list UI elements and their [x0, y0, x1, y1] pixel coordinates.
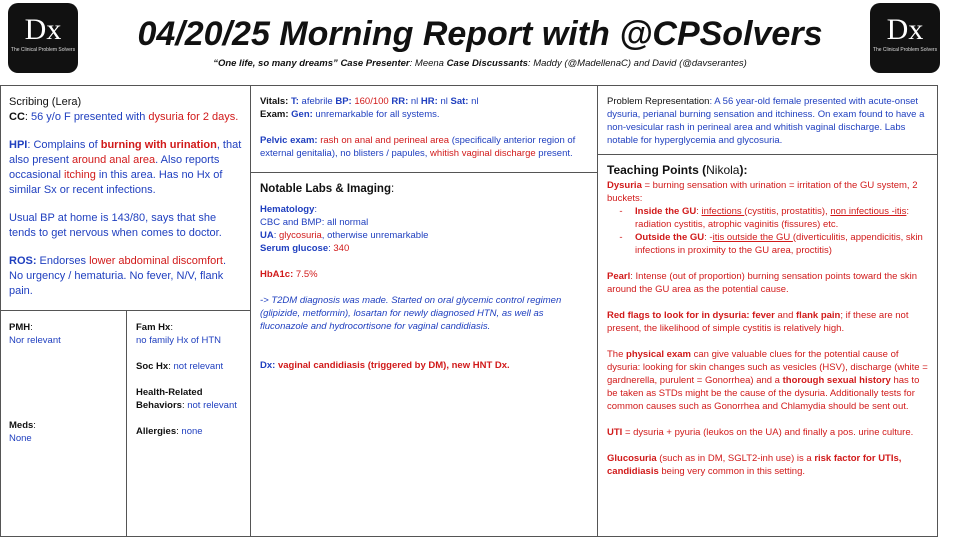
glucosuria-text-2: being very common in this setting. — [658, 466, 806, 477]
rr-label: RR: — [391, 96, 409, 107]
sat-label: Sat: — [450, 96, 469, 107]
red-flags-and: and — [774, 310, 797, 321]
hpi — [9, 138, 242, 198]
labs-heading-text: Notable Labs & Imaging — [260, 183, 391, 195]
pelvic-highlight-2: whitish vaginal discharge — [430, 148, 536, 159]
glucose-result — [260, 242, 588, 255]
glucosuria-text-1: (such as in DM, SGLT2-inh use) is a — [656, 453, 815, 464]
uti-definition — [607, 426, 928, 439]
cbc-result: CBC and BMP: all normal — [260, 217, 369, 228]
bullet-dash: - — [619, 206, 623, 217]
rr-value: nl — [408, 96, 421, 107]
meds-colon: : — [33, 420, 36, 431]
health-behaviors-value: not relevant — [187, 400, 237, 411]
vitals-line — [260, 95, 588, 108]
logo-dx-text: Dx — [886, 13, 924, 46]
pe-bold-2: thorough sexual history — [782, 375, 891, 386]
logo-subtext: The Clinical Problem Solvers — [872, 47, 938, 53]
glucose-colon: : — [328, 243, 334, 254]
scribing-heading: Scribing (Lera) — [9, 96, 82, 108]
allergies-value: none — [181, 426, 203, 437]
red-flags-label: Red flags to look for in dysuria: fever — [607, 310, 775, 321]
hpi-label: HPI — [9, 139, 28, 151]
pe-bold-1: physical exam — [626, 349, 691, 360]
bp-label: BP: — [335, 96, 352, 107]
pmh-label: PMH — [9, 322, 31, 333]
vitals-panel — [250, 85, 598, 173]
teaching-heading-text: Teaching Points ( — [607, 163, 707, 177]
ros-highlight: lower abdominal discomfort — [89, 255, 223, 267]
chief-complaint — [9, 110, 242, 125]
pelvic-label: Pelvic exam: — [260, 135, 318, 146]
health-behaviors — [136, 386, 241, 412]
ua-text: , otherwise unremarkable — [321, 230, 429, 241]
dx-label: Dx: — [260, 360, 276, 371]
hpi-highlight-3: itching — [64, 169, 96, 181]
allergies-label: Allergies — [136, 426, 177, 437]
gen-value: unremarkable for all systems. — [312, 109, 440, 120]
discussants-label: Case Discussants — [446, 58, 528, 69]
presenter-value: : Meena — [409, 58, 447, 69]
outside-gu-underline: itis outside the GU — [712, 232, 793, 243]
logo-left — [8, 3, 78, 73]
hpi-text-4: in this area. Has no Hx of similar Sx or recent infections. — [9, 169, 223, 196]
list-item — [607, 205, 928, 231]
cc-colon: : — [24, 111, 32, 123]
problem-representation-panel — [597, 85, 938, 155]
hr-label: HR: — [420, 96, 438, 107]
physical-exam-point — [607, 348, 928, 413]
hematology-colon: : — [314, 204, 318, 215]
glucose-label: Serum glucose — [260, 243, 329, 254]
pmh-value: Nor relevant — [9, 335, 61, 346]
page-title: 04/20/25 Morning Report with @CPSolvers — [137, 15, 823, 53]
dysuria-definition — [607, 179, 928, 205]
inside-gu-underline-1: infections — [701, 206, 745, 217]
uti-label: UTI — [607, 427, 623, 438]
hematology-heading — [260, 203, 588, 216]
fam-hx-value: no family Hx of HTN — [136, 335, 221, 346]
pelvic-highlight-1: rash on anal and perineal area — [317, 135, 450, 146]
exam-line — [260, 108, 588, 121]
ros — [9, 254, 242, 299]
exam-label: Exam: — [260, 109, 292, 120]
health-behaviors-colon: : — [181, 400, 188, 411]
pmh-heading — [9, 321, 118, 334]
meds-label: Meds — [9, 420, 34, 431]
sat-value: nl — [468, 96, 479, 107]
outside-gu-text-2: (diverticulitis, appendicitis, skin infections in proximity to the GU area, proctitis) — [635, 232, 923, 256]
problem-representation-text: : A 56 year-old female presented with acute-onset dysuria, perianal burning sensation and itchiness. On exam found to have a non-vesicular rash in perineal area and whitish vaginal discharge. Labs notable for hyperglycemia and glycosuria. — [607, 96, 925, 146]
pelvic-text-2: present. — [535, 148, 573, 159]
home-bp-note: Usual BP at home is 143/80, says that she tends to get nervous when comes to doctor. — [9, 212, 222, 239]
teaching-points-panel — [597, 154, 938, 537]
bullet-dash: - — [619, 232, 623, 243]
hba1c-result — [260, 268, 588, 281]
pe-text-3: has to be taken as STDs might be the cause of the dysuria. Additionally tests for common causes such as Gonorrhea and Chlamydia should be sent out. — [607, 375, 920, 412]
ros-text-1: Endorses — [36, 255, 90, 267]
inside-gu-text-2: (cystitis, prostatitis), — [744, 206, 831, 217]
hba1c-value: 7.5% — [293, 269, 318, 280]
soc-hx-value: not relevant — [173, 361, 224, 372]
presenter-label: Case Presenter — [340, 58, 410, 69]
glucosuria-label: Glucosuria — [607, 453, 657, 464]
diagnosis — [260, 359, 588, 372]
red-flags-text: ; if these are not present, the likelihood of simple cystitis is relatively high. — [607, 310, 909, 334]
case-quote: “One life, so many dreams” — [213, 58, 338, 69]
fam-hx-colon: : — [170, 322, 173, 333]
page-subtitle — [90, 58, 870, 70]
inside-gu-point — [635, 205, 928, 231]
hematology-label: Hematology — [260, 204, 315, 215]
cc-value: 56 y/o F presented with — [31, 111, 149, 123]
hpi-highlight-1: burning with urination — [100, 139, 217, 151]
hr-value: nl — [437, 96, 451, 107]
hba1c-label: HbA1c: — [260, 269, 294, 280]
soc-hx-colon: : — [168, 361, 174, 372]
cc-label: CC — [9, 111, 25, 123]
labs-heading-colon: : — [391, 183, 395, 195]
plan-note: -> T2DM diagnosis was made. Started on oral glycemic control regimen (glipizide, metformin), losartan for newly diagnosed HTN, as well as fluconazole and hydrocortisone for vaginal candidiasis. — [260, 295, 562, 332]
family-social-panel — [126, 310, 251, 537]
pe-text-2: can give valuable clues for the potential cause of dysuria: looking for skin changes such as vesicles (HSV), discharge (white = gardnerella, purulent = Gonorrhea) and a — [607, 349, 928, 386]
inside-gu-text-1: : — [696, 206, 702, 217]
glucosuria-bold: risk factor for UTIs, candidiasis — [607, 453, 902, 477]
logo-right — [870, 3, 940, 73]
ua-label: UA — [260, 230, 274, 241]
logo-dx-text: Dx — [24, 13, 62, 46]
cc-highlight: dysuria for 2 days. — [148, 111, 239, 123]
outside-gu-point — [635, 231, 928, 257]
dysuria-text: = burning sensation with urination = irritation of the GU system, 2 buckets: — [607, 180, 918, 204]
teaching-heading — [607, 163, 928, 178]
ua-highlight: glycosuria — [279, 230, 322, 241]
pmh-colon: : — [30, 322, 33, 333]
red-flags — [607, 309, 928, 335]
outside-gu-text-1: : - — [704, 232, 713, 243]
hpi-text-3: . Also reports occasional — [9, 154, 220, 181]
discussants-value: : Maddy (@MadellenaC) and David (@davserantes) — [527, 58, 747, 69]
ros-label: ROS: — [9, 255, 37, 267]
soc-hx-label: Soc Hx — [136, 361, 169, 372]
problem-representation — [607, 95, 928, 147]
hpi-text-1: : Complains of — [27, 139, 101, 151]
list-item — [607, 231, 928, 257]
pearl — [607, 270, 928, 296]
labs-heading — [260, 182, 588, 197]
dx-value: vaginal candidiasis (triggered by DM), new HNT Dx. — [275, 360, 510, 371]
ua-result — [260, 229, 588, 242]
pelvic-exam — [260, 134, 588, 160]
hpi-highlight-2: around anal area — [71, 154, 156, 166]
temp-value: afebrile — [298, 96, 336, 107]
fam-hx-heading — [136, 321, 241, 334]
inside-gu-label: Inside the GU — [635, 206, 697, 217]
outside-gu-label: Outside the GU — [635, 232, 705, 243]
health-behaviors-label: Health-Related Behaviors — [136, 387, 203, 411]
pearl-label: Pearl — [607, 271, 631, 282]
bp-value: 160/100 — [351, 96, 392, 107]
teaching-heading-end: ): — [739, 163, 748, 177]
meds-value: None — [9, 433, 32, 444]
fam-hx-label: Fam Hx — [136, 322, 171, 333]
hpi-text-2: , that also present — [9, 139, 242, 166]
dysuria-label: Dysuria — [607, 180, 642, 191]
glucose-value: 340 — [333, 243, 350, 254]
red-flags-label-2: flank pain — [796, 310, 841, 321]
teaching-heading-name: Nikola — [706, 163, 740, 177]
ros-text-2: . No urgency / hematuria. No fever, N/V, flank pain. — [9, 255, 227, 297]
inside-gu-text-3: : radiation cystitis, atrophic vaginitis (fissures) etc. — [635, 206, 910, 230]
pearl-text: : Intense (out of proportion) burning sensation points toward the skin around the GU area as the potential cause. — [607, 271, 918, 295]
meds-heading — [9, 419, 118, 432]
temp-label: T: — [290, 96, 299, 107]
uti-text: = dysuria + pyuria (leukos on the UA) and finally a pos. urine culture. — [622, 427, 914, 438]
pmh-panel — [0, 310, 127, 537]
logo-subtext: The Clinical Problem Solvers — [10, 47, 76, 53]
labs-panel — [250, 172, 598, 537]
vitals-label: Vitals: — [260, 96, 291, 107]
scribing-panel — [0, 85, 251, 311]
inside-gu-underline-2: non infectious -itis — [830, 206, 907, 217]
soc-hx — [136, 360, 241, 373]
pelvic-text-1: (specifically anterior region of external genitalia), no blisters / papules, — [260, 135, 576, 159]
gen-label: Gen: — [291, 109, 313, 120]
allergies-colon: : — [176, 426, 182, 437]
glucosuria-point — [607, 452, 928, 478]
ua-colon: : — [273, 230, 280, 241]
allergies — [136, 425, 241, 438]
pe-text-1: The — [607, 349, 627, 360]
problem-representation-label: Problem Representation — [607, 96, 710, 107]
